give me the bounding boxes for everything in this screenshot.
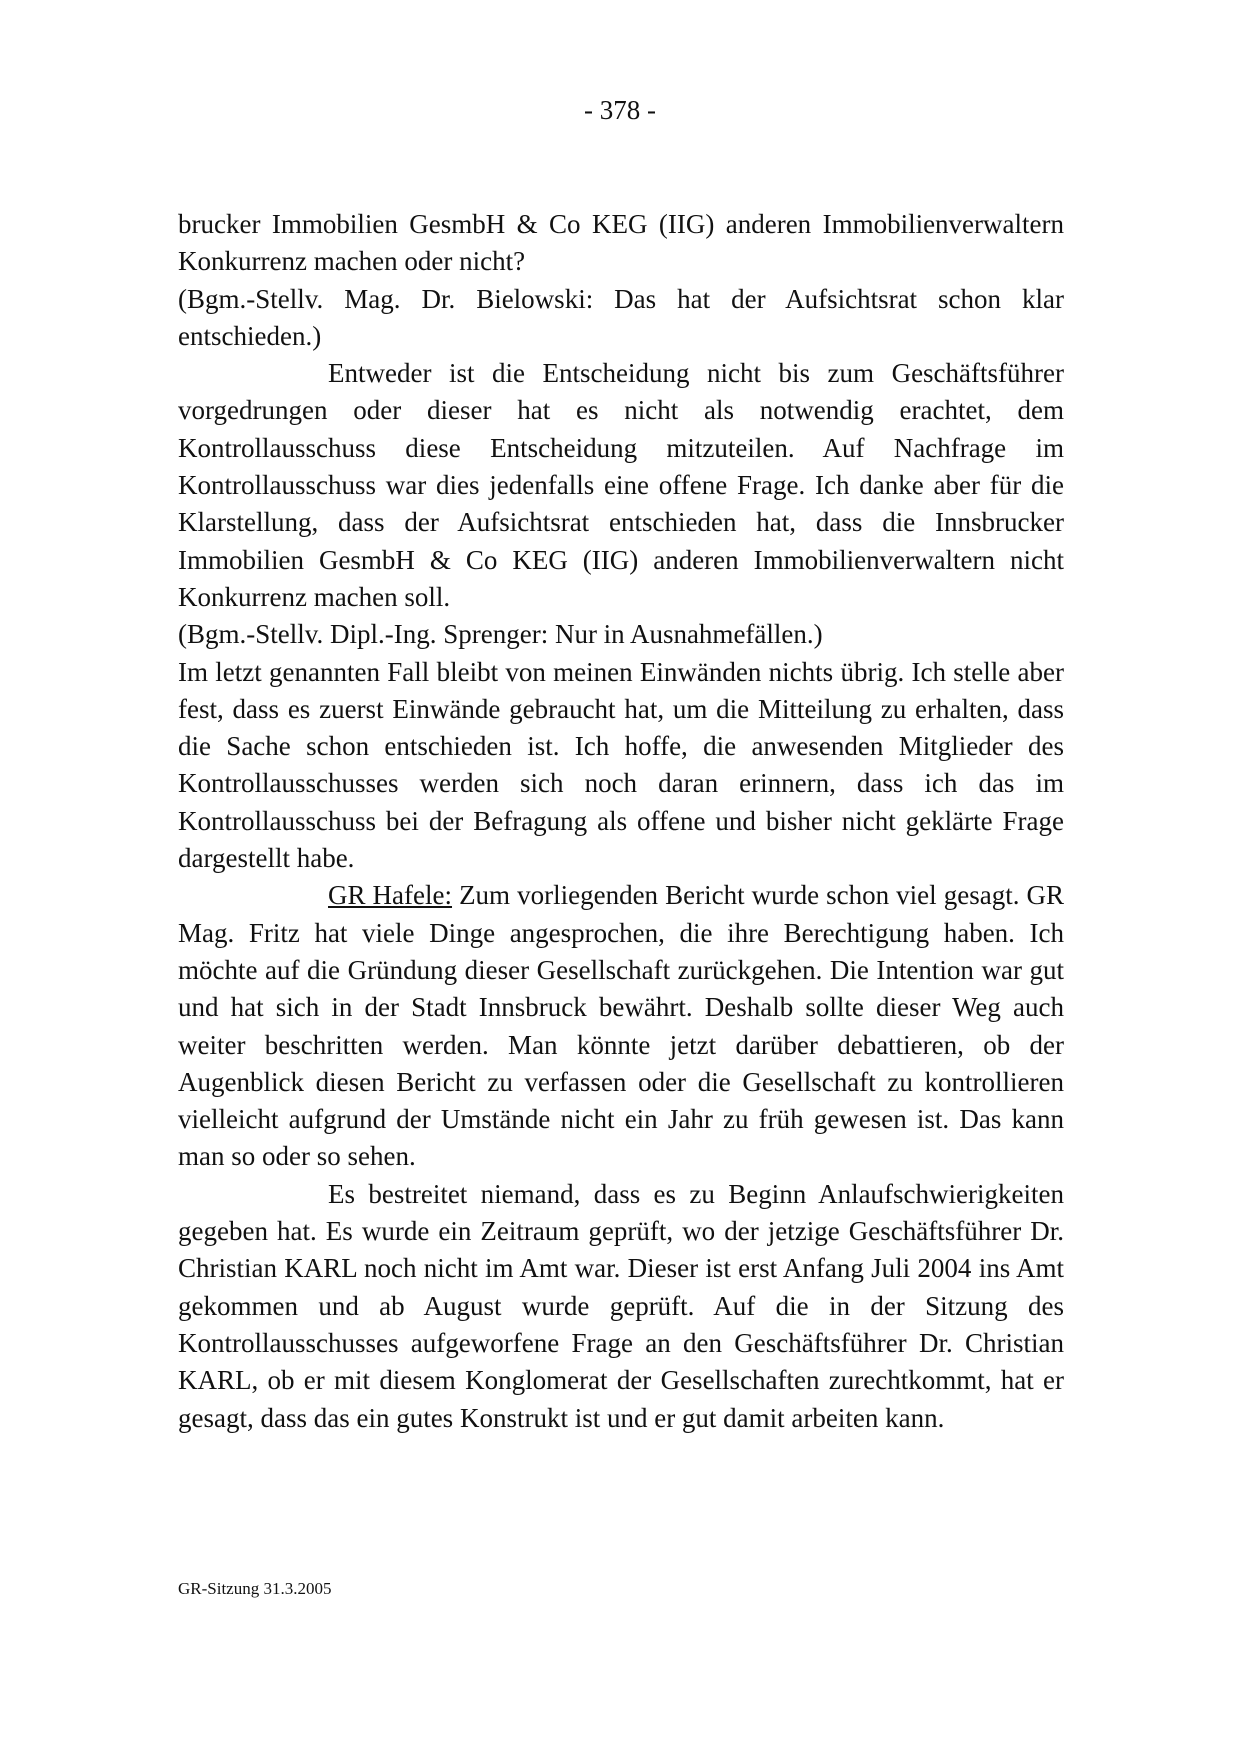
footer-session: GR-Sitzung 31.3.2005 [178, 1579, 332, 1598]
paragraph-5: Im letzt genannten Fall bleibt von meinen Einwänden nichts übrig. Ich stelle aber fest, dass es zuerst Einwände gebraucht hat, um die Mitteilung zu erhalten, dass die Sache schon entschieden ist. Ich hoffe, die anwesenden Mitglieder des Kontrollausschusses werden sich noch daran erinnern, dass ich das im Kontrollausschuss bei der Befragung als offene und bisher nicht geklärte Frage dargestellt habe. [178, 656, 1064, 874]
interjection-bielowski: (Bgm.-Stellv. Mag. Dr. Bielowski: Das hat der Aufsichtsrat schon klar entschieden.) [178, 283, 1064, 351]
page-number: - 378 - [584, 95, 656, 125]
paragraph-hafele-text: Zum vorliegenden Bericht wurde schon viel gesagt. GR Mag. Fritz hat viele Dinge angesprochen, die ihre Berechtigung haben. Ich möchte auf die Gründung dieser Gesellschaft zurückgehen. Die Intention war gut und hat sich in der Stadt Innsbruck bewährt. Deshalb sollte dieser Weg auch weiter beschritten werden. Man könnte jetzt darüber debattieren, ob der Augenblick diesen Bericht zu verfassen oder die Gesellschaft zu kontrollieren vielleicht aufgrund der Umstände nicht ein Jahr zu früh gewesen ist. Das kann man so oder so sehen. [178, 880, 1065, 1172]
interjection-sprenger: (Bgm.-Stellv. Dipl.-Ing. Sprenger: Nur in Ausnahmefällen.) [178, 619, 823, 650]
document-body [178, 206, 1064, 1437]
paragraph-3: Entweder ist die Entscheidung nicht bis zum Geschäftsführer vorgedrungen oder dieser hat es nicht als notwendig erachtet, dem Kontrollausschuss diese Entscheidung mitzuteilen. Auf Nachfrage im Kontrollausschuss war dies jedenfalls eine offene Frage. Ich danke aber für die Klarstellung, dass der Aufsichtsrat entschieden hat, dass die Innsbrucker Immobilien GesmbH & Co KEG (IIG) anderen Immobilienverwaltern nicht Konkurrenz machen soll. [178, 358, 1064, 612]
paragraph-1: brucker Immobilien GesmbH & Co KEG (IIG) anderen Immobilienverwaltern Konkurrenz machen oder nicht? [178, 209, 1064, 277]
paragraph-hafele [178, 877, 1064, 1175]
paragraph-7: Es bestreitet niemand, dass es zu Beginn Anlaufschwierigkeiten gegeben hat. Es wurde ein Zeitraum geprüft, wo der jetzige Geschäftsführer Dr. Christian KARL noch nicht im Amt war. Dieser ist erst Anfang Juli 2004 ins Amt gekommen und ab August wurde geprüft. Auf die in der Sitzung des Kontrollausschusses aufgeworfene Frage an den Geschäftsführer Dr. Christian KARL, ob er mit diesem Konglomerat der Gesellschaften zurechtkommt, hat er gesagt, dass das ein gutes Konstrukt ist und er gut damit arbeiten kann. [178, 1178, 1064, 1433]
speaker-label: GR Hafele: [328, 880, 453, 911]
